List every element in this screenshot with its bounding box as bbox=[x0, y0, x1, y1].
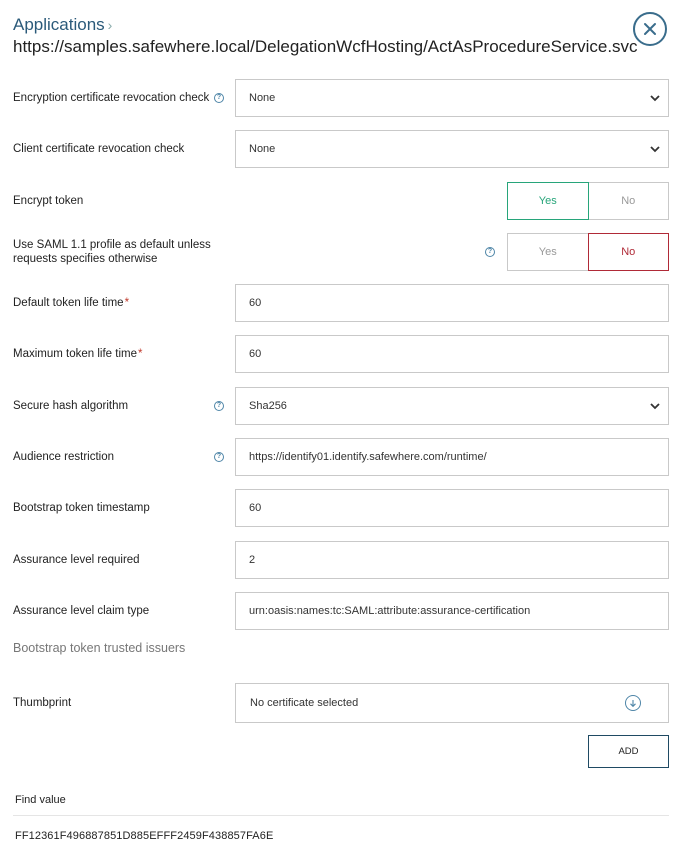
saml11-profile-no-button[interactable]: No bbox=[588, 233, 670, 271]
client-revocation-label: Client certificate revocation check bbox=[13, 143, 185, 155]
help-icon[interactable]: ? bbox=[214, 452, 224, 462]
chevron-down-icon bbox=[650, 94, 660, 102]
close-icon bbox=[643, 22, 657, 36]
assurance-level-label: Assurance level required bbox=[13, 554, 140, 566]
breadcrumb-separator: › bbox=[107, 17, 113, 33]
encryption-revocation-value: None bbox=[249, 92, 276, 104]
default-lifetime-label: Default token life time* bbox=[13, 297, 130, 309]
add-button[interactable]: ADD bbox=[588, 735, 669, 768]
find-value-header: Find value bbox=[15, 794, 66, 806]
hash-algorithm-value: Sha256 bbox=[249, 400, 287, 412]
assurance-level-input[interactable]: 2 bbox=[235, 541, 669, 579]
saml11-profile-label: Use SAML 1.1 profile as default unless requests specifies otherwise bbox=[13, 239, 211, 265]
hash-algorithm-select[interactable] bbox=[235, 387, 669, 425]
saml11-profile-toggle bbox=[507, 233, 669, 271]
page-header bbox=[13, 14, 638, 58]
encryption-revocation-label: Encryption certificate revocation check ? bbox=[13, 91, 235, 105]
required-mark: * bbox=[137, 348, 143, 360]
encrypt-token-no-button[interactable]: No bbox=[621, 195, 636, 207]
encryption-revocation-select[interactable] bbox=[235, 79, 669, 117]
bootstrap-timestamp-input[interactable]: 60 bbox=[235, 489, 669, 527]
encrypt-token-yes-button[interactable]: Yes bbox=[507, 182, 589, 220]
audience-label: Audience restriction bbox=[13, 451, 114, 463]
chevron-down-icon bbox=[650, 145, 660, 153]
max-lifetime-input[interactable]: 60 bbox=[235, 335, 669, 373]
assurance-claim-label: Assurance level claim type bbox=[13, 605, 150, 617]
find-value-cell: FF12361F496887851D885EFFF2459F438857FA6E bbox=[15, 830, 274, 842]
chevron-down-icon bbox=[650, 402, 660, 410]
encrypt-token-label: Encrypt token bbox=[13, 195, 84, 207]
help-icon[interactable]: ? bbox=[214, 93, 224, 103]
hash-algorithm-label: Secure hash algorithm bbox=[13, 400, 129, 412]
thumbprint-value: No certificate selected bbox=[250, 697, 359, 709]
help-icon[interactable]: ? bbox=[214, 401, 224, 411]
audience-input[interactable]: https://identify01.identify.safewhere.com/runtime/ bbox=[235, 438, 669, 476]
breadcrumb-applications-link[interactable]: Applications bbox=[13, 15, 105, 34]
thumbprint-label: Thumbprint bbox=[13, 697, 72, 709]
max-lifetime-label: Maximum token life time* bbox=[13, 348, 143, 360]
thumbprint-picker[interactable] bbox=[235, 683, 669, 723]
trusted-issuers-section-title: Bootstrap token trusted issuers bbox=[13, 641, 186, 655]
page-title: https://samples.safewhere.local/DelegationWcfHosting/ActAsProcedureService.svc bbox=[13, 37, 638, 56]
required-mark: * bbox=[124, 297, 130, 309]
bootstrap-timestamp-label: Bootstrap token timestamp bbox=[13, 502, 150, 514]
divider bbox=[13, 815, 669, 816]
breadcrumb bbox=[13, 14, 633, 36]
help-icon[interactable]: ? bbox=[485, 247, 495, 257]
default-lifetime-input[interactable]: 60 bbox=[235, 284, 669, 322]
saml11-profile-yes-button[interactable]: Yes bbox=[538, 246, 557, 258]
close-button[interactable] bbox=[633, 12, 667, 46]
assurance-claim-input[interactable]: urn:oasis:names:tc:SAML:attribute:assurance-certification bbox=[235, 592, 669, 630]
encrypt-token-toggle bbox=[507, 182, 669, 220]
client-revocation-select[interactable] bbox=[235, 130, 669, 168]
arrow-down-icon bbox=[629, 699, 637, 708]
client-revocation-value: None bbox=[249, 143, 276, 155]
download-icon[interactable] bbox=[625, 695, 641, 711]
